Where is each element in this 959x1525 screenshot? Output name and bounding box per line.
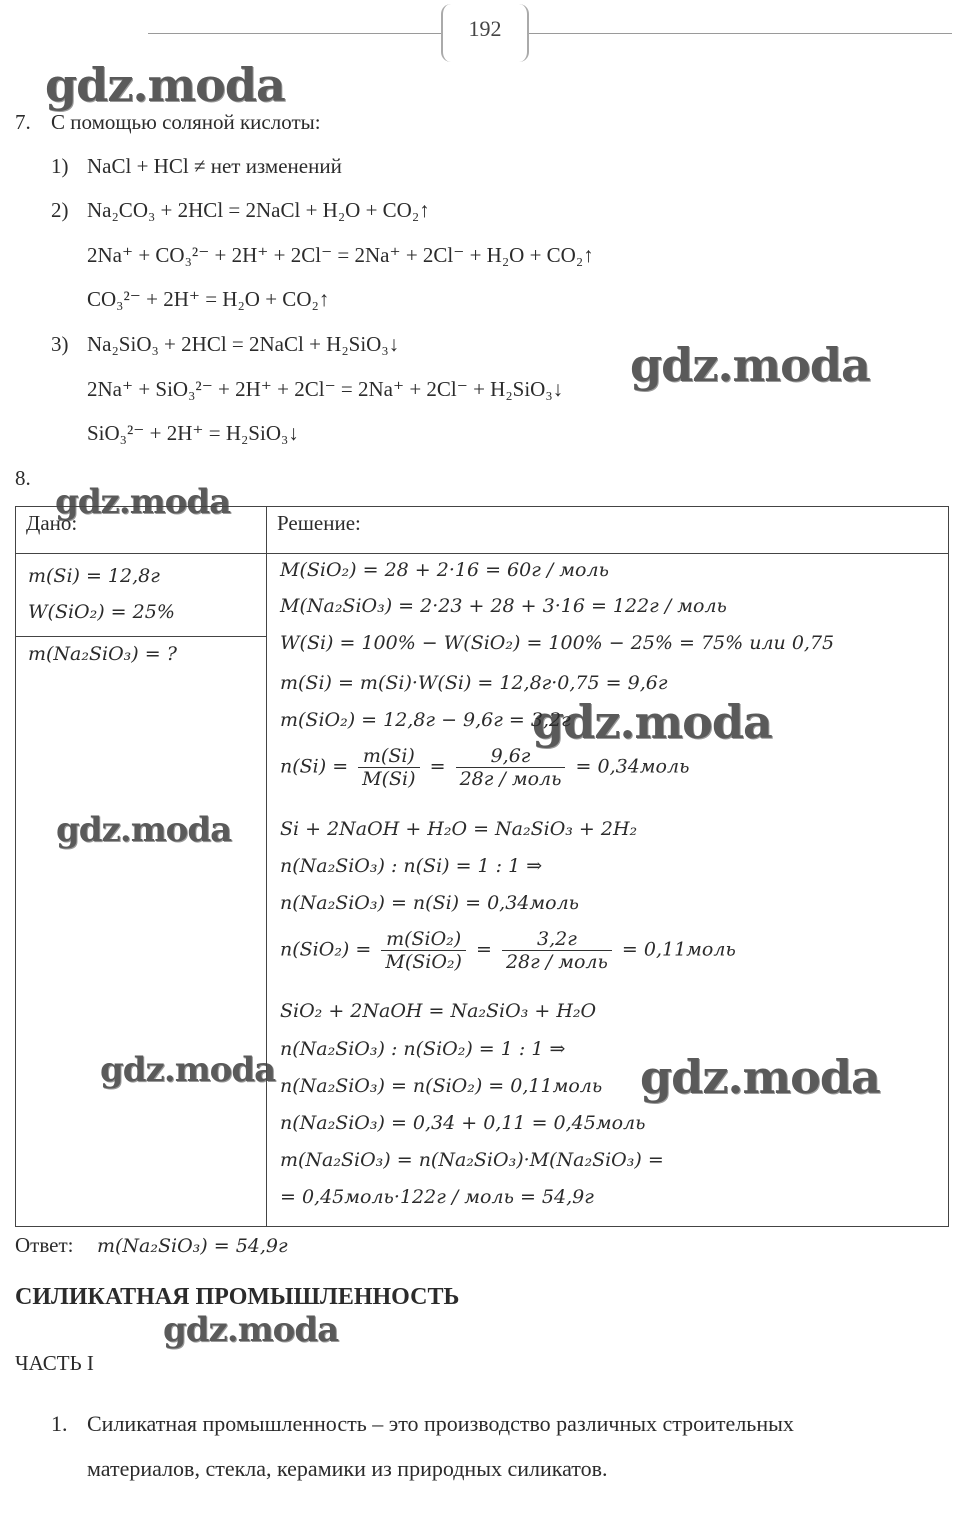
l6-lhs: n(Si) = (280, 755, 349, 778)
l6-fraction-1 (358, 745, 419, 790)
task7-item3-line3: SiO₃²⁻ + 2H⁺ = H₂SiO₃↓ (87, 421, 299, 445)
l10-fraction-1 (381, 928, 466, 973)
solution-line-14: n(Na₂SiO₃) = 0,34 + 0,11 = 0,45моль (280, 1112, 646, 1134)
solution-line-11: SiO₂ + 2NaOH = Na₂SiO₃ + H₂O (280, 1000, 597, 1022)
solution-line-9: n(Na₂SiO₃) = n(Si) = 0,34моль (280, 892, 580, 914)
given-values-cell (16, 554, 267, 637)
task7-number: 7. (15, 110, 31, 134)
task7-item3-num: 3) (51, 332, 69, 356)
l10-f1-num: m(SiO₂) (381, 928, 466, 951)
watermark-4: gdz.moda (532, 695, 772, 749)
l10-eq: = (475, 938, 492, 961)
section-item-line2: материалов, стекла, керамики из природных силикатов. (87, 1456, 608, 1481)
l6-f1-den: M(Si) (362, 768, 416, 790)
given-w-sio2: W(SiO₂) = 25% (28, 601, 175, 623)
l6-rhs: = 0,34моль (575, 755, 690, 778)
solution-line-5: m(SiO₂) = 12,8г − 9,6г = 3,2г (280, 709, 571, 731)
solution-line-15: m(Na₂SiO₃) = n(Na₂SiO₃)·M(Na₂SiO₃) = (280, 1149, 664, 1171)
header-rule-left (148, 33, 441, 34)
watermark-1: gdz.moda (45, 58, 285, 112)
l6-f2-den: 28г / моль (459, 768, 562, 790)
page-number: 192 (441, 4, 529, 62)
solution-line-16: = 0,45моль·122г / моль = 54,9г (280, 1186, 594, 1208)
answer-label: Ответ: (15, 1233, 74, 1257)
l6-f1-num: m(Si) (358, 745, 419, 768)
watermark-3: gdz.moda (55, 482, 231, 522)
answer-value: m(Na₂SiO₃) = 54,9г (97, 1235, 288, 1257)
l10-f2-num: 3,2г (502, 928, 612, 951)
section-title: СИЛИКАТНАЯ ПРОМЫШЛЕННОСТЬ (15, 1284, 460, 1310)
task7-title: С помощью соляной кислоты: (51, 110, 321, 134)
l10-f1-den: M(SiO₂) (385, 951, 462, 973)
task7-item3-line2: 2Na⁺ + SiO₃²⁻ + 2H⁺ + 2Cl⁻ = 2Na⁺ + 2Cl⁻ + H₂SiO₃↓ (87, 377, 564, 401)
l6-f2-num: 9,6г (456, 745, 566, 768)
given-mass-si: m(Si) = 12,8г (28, 565, 160, 587)
l6-fraction-2 (456, 745, 566, 790)
solution-line-4: m(Si) = m(Si)·W(Si) = 12,8г·0,75 = 9,6г (280, 672, 668, 694)
find-value: m(Na₂SiO₃) = ? (28, 643, 177, 665)
task7-item1-num: 1) (51, 154, 69, 178)
task7-item2-line3: CO₃²⁻ + 2H⁺ = H₂O + CO₂↑ (87, 287, 330, 311)
solution-line-8: n(Na₂SiO₃) : n(Si) = 1 : 1 ⇒ (280, 855, 543, 877)
solution-line-13: n(Na₂SiO₃) = n(SiO₂) = 0,11моль (280, 1075, 603, 1097)
task7-item2-line1: Na₂CO₃ + 2HCl = 2NaCl + H₂O + CO₂↑ (87, 198, 430, 222)
section-part: ЧАСТЬ I (15, 1351, 94, 1375)
l6-eq: = (429, 755, 446, 778)
solution-line-6 (280, 745, 689, 790)
solution-line-12: n(Na₂SiO₃) : n(SiO₂) = 1 : 1 ⇒ (280, 1038, 566, 1060)
task8-number: 8. (15, 466, 31, 490)
solution-line-7: Si + 2NaOH + H₂O = Na₂SiO₃ + 2H₂ (280, 818, 638, 840)
find-cell (16, 637, 267, 1227)
watermark-8: gdz.moda (163, 1310, 339, 1350)
solution-header: Решение: (277, 511, 361, 535)
l10-rhs: = 0,11моль (621, 938, 736, 961)
task7-item1-line1: NaCl + HCl ≠ нет изменений (87, 154, 342, 178)
watermark-6: gdz.moda (100, 1050, 276, 1090)
watermark-5: gdz.moda (56, 810, 232, 850)
section-item-line1: Силикатная промышленность – это производство различных строительных (87, 1411, 794, 1436)
l10-lhs: n(SiO₂) = (280, 938, 372, 961)
watermark-2: gdz.moda (630, 338, 870, 392)
solution-line-10 (280, 928, 736, 973)
given-header-cell (16, 507, 267, 554)
task7-item3-line1: Na₂SiO₃ + 2HCl = 2NaCl + H₂SiO₃↓ (87, 332, 400, 356)
watermark-7: gdz.moda (640, 1050, 880, 1104)
section-item-num: 1. (51, 1411, 68, 1436)
task7-item2-line2: 2Na⁺ + CO₃²⁻ + 2H⁺ + 2Cl⁻ = 2Na⁺ + 2Cl⁻ + H₂O + CO₂↑ (87, 243, 594, 267)
solution-line-1: M(SiO₂) = 28 + 2·16 = 60г / моль (280, 559, 609, 581)
l10-f2-den: 28г / моль (505, 951, 608, 973)
given-header: Дано: (26, 511, 78, 535)
l10-fraction-2 (502, 928, 612, 973)
solution-header-cell (267, 507, 949, 554)
solution-line-3: W(Si) = 100% − W(SiO₂) = 100% − 25% = 75% или 0,75 (280, 632, 835, 654)
header-rule-right (527, 33, 952, 34)
task7-item2-num: 2) (51, 198, 69, 222)
solution-line-2: M(Na₂SiO₃) = 2·23 + 28 + 3·16 = 122г / моль (280, 595, 727, 617)
